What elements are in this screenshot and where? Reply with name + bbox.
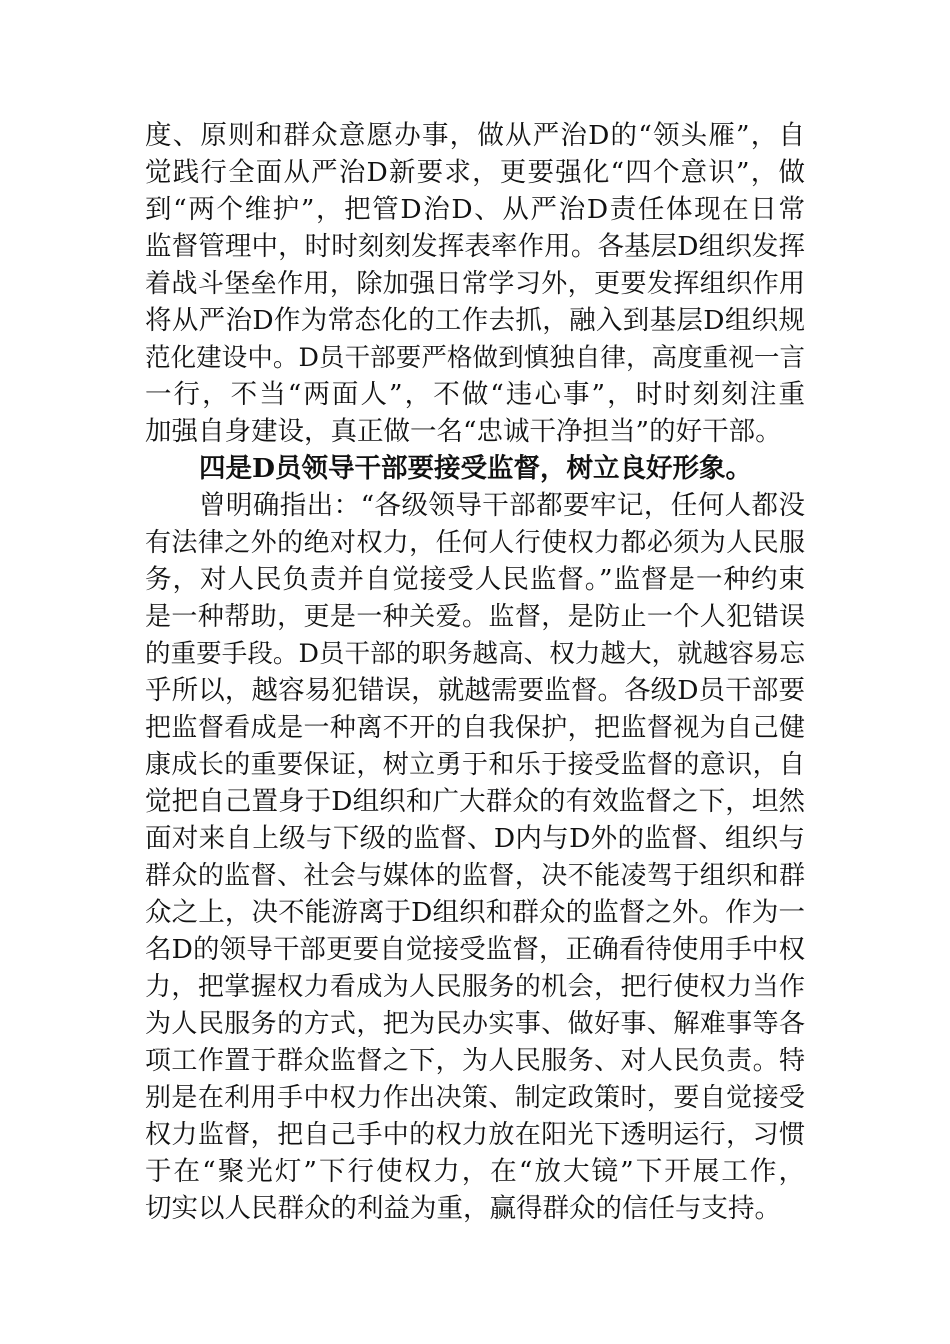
text-line: 乎所以，越容易犯错误，就越需要监督。各级D员干部要	[145, 675, 805, 706]
text-line: 为人民服务的方式，把为民办实事、做好事、解难事等各	[145, 1009, 805, 1039]
text-line: 务，对人民负责并自觉接受人民监督。”监督是一种约束	[145, 564, 805, 595]
text-line: 把监督看成是一种离不开的自我保护，把监督视为自己健	[145, 713, 805, 743]
text-line: 切实以人民群众的利益为重，赢得群众的信任与支持。	[145, 1193, 781, 1224]
text-line: 于在“聚光灯”下行使权力，在“放大镜”下开展工作，	[145, 1156, 805, 1187]
text-line: 是一种帮助，更是一种关爱。监督，是防止一个人犯错误	[145, 602, 805, 632]
text-line: 众之上，决不能游离于D组织和群众的监督之外。作为一	[145, 897, 805, 928]
text-line: 有法律之外的绝对权力，任何人行使权力都必须为人民服	[145, 528, 805, 558]
text-line: 范化建设中。D员干部要严格做到慎独自律，高度重视一言	[145, 343, 805, 373]
text-line: 将从严治D作为常态化的工作去抓，融入到基层D组织规	[145, 305, 805, 336]
text-line: 康成长的重要保证，树立勇于和乐于接受监督的意识，自	[145, 750, 805, 780]
text-line: 别是在利用手中权力作出决策、制定政策时，要自觉接受	[145, 1083, 805, 1113]
section-heading: 四是D员领导干部要接受监督，树立良好形象。	[199, 453, 752, 484]
text-line: 度、原则和群众意愿办事，做从严治D的“领头雁”，自	[145, 120, 805, 151]
text-line: 着战斗堡垒作用，除加强日常学习外，更要发挥组织作用	[145, 269, 805, 299]
text-line: 名D的领导干部更要自觉接受监督，正确看待使用手中权	[145, 934, 805, 965]
text-line: 的重要手段。D员干部的职务越高、权力越大，就越容易忘	[145, 639, 805, 669]
text-line: 力，把掌握权力看成为人民服务的机会，把行使权力当作	[145, 972, 805, 1002]
text-line: 觉把自己置身于D组织和广大群众的有效监督之下，坦然	[145, 786, 805, 817]
text-line: 一行，不当“两面人”，不做“违心事”，时时刻刻注重	[145, 379, 805, 410]
text-line: 监督管理中，时时刻刻发挥表率作用。各基层D组织发挥	[145, 231, 805, 262]
text-line: 群众的监督、社会与媒体的监督，决不能凌驾于组织和群	[145, 861, 805, 891]
text-line: 曾明确指出：“各级领导干部都要牢记，任何人都没	[199, 490, 805, 521]
text-line: 权力监督，把自己手中的权力放在阳光下透明运行，习惯	[145, 1120, 805, 1150]
text-line: 加强自身建设，真正做一名“忠诚干净担当”的好干部。	[145, 416, 782, 447]
text-line: 项工作置于群众监督之下，为人民服务、对人民负责。特	[145, 1046, 805, 1076]
text-line: 觉践行全面从严治D新要求，更要强化“四个意识”，做	[145, 157, 805, 188]
text-line: 面对来自上级与下级的监督、D内与D外的监督、组织与	[145, 823, 805, 854]
text-line: 到“两个维护”，把管D治D、从严治D责任体现在日常	[145, 194, 805, 225]
